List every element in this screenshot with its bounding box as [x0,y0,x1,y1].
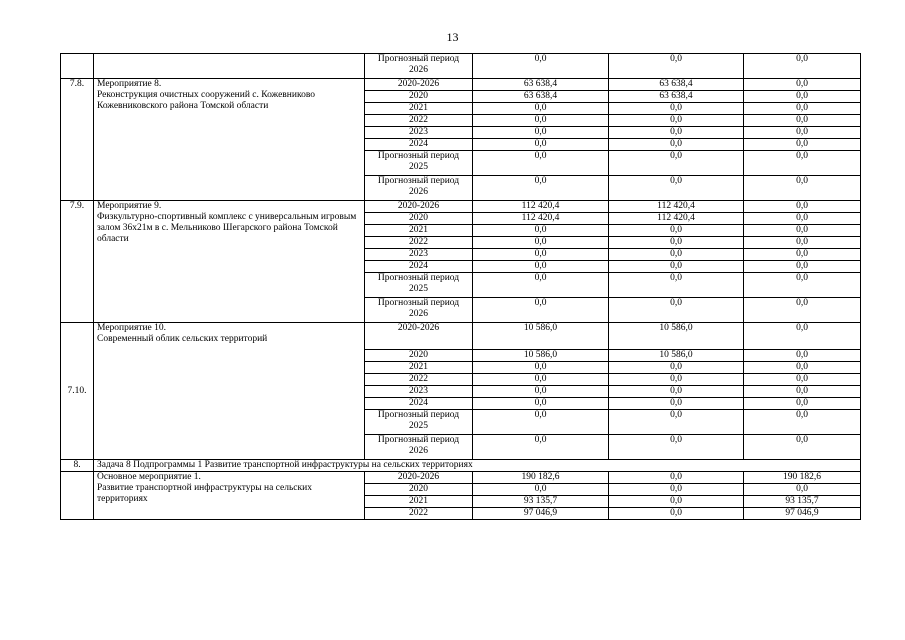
budget-table [60,53,861,520]
period-cell: 2021 [365,496,473,508]
period-cell: 2020-2026 [365,472,473,484]
value-total: 0,0 [473,237,609,249]
value-regional: 93 135,7 [744,496,861,508]
value-regional: 0,0 [744,362,861,374]
value-federal: 0,0 [609,435,744,460]
period-cell: 2020-2026 [365,323,473,350]
value-regional: 0,0 [744,298,861,323]
row-number: 7.10. [61,323,94,460]
value-regional: 0,0 [744,273,861,298]
value-total: 10 586,0 [473,350,609,362]
period-cell: 2020 [365,91,473,103]
event-cell [94,472,365,520]
period-cell: 2023 [365,249,473,261]
value-regional: 0,0 [744,435,861,460]
value-total: 93 135,7 [473,496,609,508]
task-row [61,460,861,472]
value-federal: 10 586,0 [609,350,744,362]
value-regional: 0,0 [744,79,861,91]
value-regional: 0,0 [744,410,861,435]
event-description: Развитие транспортной инфраструктуры на сельских территориях [97,483,312,504]
value-federal: 0,0 [609,176,744,201]
event-title: Мероприятие 10. [97,323,167,333]
value-regional: 0,0 [744,139,861,151]
value-federal: 0,0 [609,298,744,323]
value-regional: 0,0 [744,103,861,115]
value-federal: 0,0 [609,151,744,176]
value-total: 190 182,6 [473,472,609,484]
event-title: Основное мероприятие 1. [97,472,201,482]
value-regional: 0,0 [744,201,861,213]
period-cell: 2021 [365,225,473,237]
value-total: 0,0 [473,362,609,374]
period-cell: 2023 [365,127,473,139]
value-federal: 0,0 [609,484,744,496]
table-row [61,472,861,484]
value-regional: 0,0 [744,213,861,225]
event-title: Мероприятие 8. [97,79,162,89]
period-cell: 2020-2026 [365,201,473,213]
event-cell [94,79,365,201]
value-regional: 190 182,6 [744,472,861,484]
value-total: 0,0 [473,115,609,127]
event-title: Мероприятие 9. [97,201,162,211]
period-cell: 2021 [365,362,473,374]
value-total: 0,0 [473,249,609,261]
row-number: 8. [61,460,94,472]
value-total: 63 638,4 [473,91,609,103]
value-federal: 63 638,4 [609,91,744,103]
value-federal: 0,0 [609,127,744,139]
period-cell: 2021 [365,103,473,115]
period-cell: 2024 [365,261,473,273]
row-number [61,472,94,520]
event-cell [94,201,365,323]
value-regional: 0,0 [744,374,861,386]
value-federal: 10 586,0 [609,323,744,350]
value-total: 0,0 [473,484,609,496]
period-cell: 2022 [365,237,473,249]
value-federal: 0,0 [609,237,744,249]
value-total: 0,0 [473,54,609,79]
value-total: 0,0 [473,435,609,460]
value-federal: 0,0 [609,398,744,410]
value-regional: 0,0 [744,127,861,139]
value-federal: 0,0 [609,273,744,298]
period-cell: Прогнозный период 2026 [365,298,473,323]
task-title: Задача 8 Подпрограммы 1 Развитие транспортной инфраструктуры на сельских территориях [94,460,861,472]
value-total: 0,0 [473,374,609,386]
value-regional: 0,0 [744,261,861,273]
value-federal: 0,0 [609,54,744,79]
table-row [61,54,861,79]
period-cell: Прогнозный период 2026 [365,435,473,460]
value-total: 0,0 [473,386,609,398]
value-total: 0,0 [473,225,609,237]
value-regional: 0,0 [744,398,861,410]
period-cell: 2022 [365,374,473,386]
value-regional: 0,0 [744,386,861,398]
period-cell: 2020 [365,350,473,362]
value-federal: 0,0 [609,362,744,374]
page-number: 13 [446,30,459,44]
period-cell: Прогнозный период 2025 [365,273,473,298]
value-total: 0,0 [473,139,609,151]
value-federal: 112 420,4 [609,213,744,225]
value-total: 0,0 [473,151,609,176]
value-regional: 0,0 [744,54,861,79]
value-total: 0,0 [473,103,609,115]
period-cell: Прогнозный период 2026 [365,176,473,201]
table-row [61,79,861,91]
value-regional: 0,0 [744,350,861,362]
event-description: Физкультурно-спортивный комплекс с универсальным игровым залом 36х21м в с. Мельниково Шегарского района Томской области [97,212,357,244]
value-total: 0,0 [473,398,609,410]
row-number: 7.9. [61,201,94,323]
event-cell [94,323,365,460]
period-cell: 2024 [365,139,473,151]
value-regional: 0,0 [744,225,861,237]
event-description: Реконструкция очистных сооружений с. Кожевниково Кожевниковского района Томской области [97,90,316,111]
event-description: Современный облик сельских территорий [97,334,268,344]
period-cell: 2022 [365,508,473,520]
value-total: 63 638,4 [473,79,609,91]
value-federal: 0,0 [609,374,744,386]
value-total: 0,0 [473,273,609,298]
period-cell: Прогнозный период 2026 [365,54,473,79]
value-federal: 0,0 [609,115,744,127]
value-federal: 0,0 [609,496,744,508]
value-regional: 0,0 [744,115,861,127]
value-regional: 97 046,9 [744,508,861,520]
value-federal: 0,0 [609,225,744,237]
period-cell: Прогнозный период 2025 [365,410,473,435]
period-cell: 2022 [365,115,473,127]
value-federal: 0,0 [609,249,744,261]
value-federal: 0,0 [609,386,744,398]
value-federal: 0,0 [609,103,744,115]
value-regional: 0,0 [744,249,861,261]
period-cell: Прогнозный период 2025 [365,151,473,176]
period-cell: 2020 [365,484,473,496]
value-regional: 0,0 [744,91,861,103]
value-total: 0,0 [473,298,609,323]
value-total: 97 046,9 [473,508,609,520]
row-number [61,54,94,79]
period-cell: 2020-2026 [365,79,473,91]
period-cell: 2020 [365,213,473,225]
table-row [61,201,861,213]
value-federal: 0,0 [609,410,744,435]
value-federal: 0,0 [609,508,744,520]
row-number: 7.8. [61,79,94,201]
value-federal: 0,0 [609,472,744,484]
value-total: 112 420,4 [473,201,609,213]
value-regional: 0,0 [744,484,861,496]
value-total: 0,0 [473,410,609,435]
value-regional: 0,0 [744,323,861,350]
value-federal: 112 420,4 [609,201,744,213]
period-cell: 2024 [365,398,473,410]
value-federal: 0,0 [609,139,744,151]
value-total: 0,0 [473,176,609,201]
event-cell [94,54,365,79]
value-regional: 0,0 [744,151,861,176]
value-regional: 0,0 [744,176,861,201]
period-cell: 2023 [365,386,473,398]
value-total: 0,0 [473,261,609,273]
value-total: 10 586,0 [473,323,609,350]
table-row [61,323,861,350]
value-federal: 0,0 [609,261,744,273]
value-total: 0,0 [473,127,609,139]
value-total: 112 420,4 [473,213,609,225]
value-federal: 63 638,4 [609,79,744,91]
value-regional: 0,0 [744,237,861,249]
